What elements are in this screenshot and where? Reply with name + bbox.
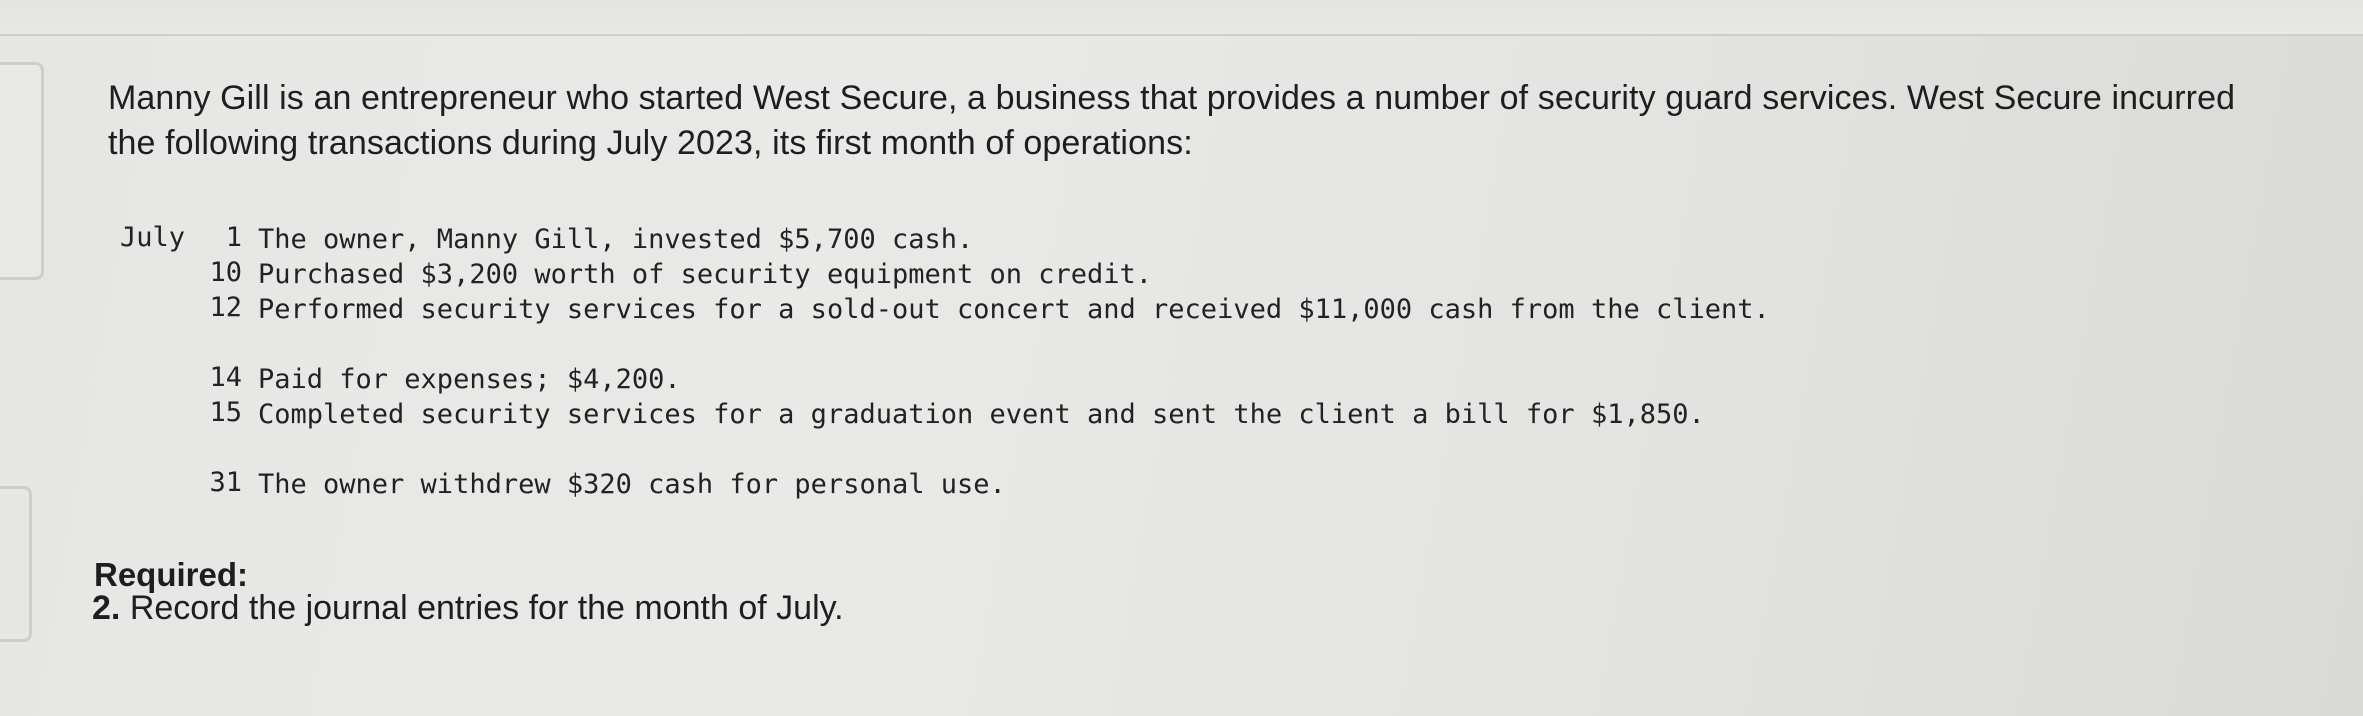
transaction-text: Paid for expenses; $4,200. xyxy=(258,364,681,395)
side-panel-edge-lower xyxy=(0,486,32,642)
transaction-day: 14 xyxy=(209,362,242,393)
transaction-day: 15 xyxy=(209,397,242,428)
transaction-text: Completed security services for a graduation event and sent the client a bill for $1,850. xyxy=(258,399,1705,430)
side-panel-edge xyxy=(0,62,44,280)
transaction-text: Performed security services for a sold-out concert and received $11,000 cash from the client. xyxy=(258,294,1770,325)
required-heading: Required: xyxy=(94,556,249,593)
transaction-text: The owner, Manny Gill, invested $5,700 cash. xyxy=(258,224,974,255)
transaction-month: July xyxy=(120,222,186,253)
transaction-day: 10 xyxy=(209,257,242,288)
transaction-text: Purchased $3,200 worth of security equipment on credit. xyxy=(258,259,1153,290)
problem-intro: Manny Gill is an entrepreneur who started West Secure, a business that provides a number of security guard services. West Secure incurred the following transactions during July 2023, its first month of operations: xyxy=(108,79,2236,162)
transaction-day: 31 xyxy=(209,467,242,498)
top-toolbar-strip xyxy=(0,0,2363,36)
task-text: Record the journal entries for the month of July. xyxy=(129,589,844,627)
task-instruction xyxy=(92,586,844,630)
transaction-day: 1 xyxy=(225,222,242,253)
transaction-day: 12 xyxy=(209,292,242,323)
task-number: 2. xyxy=(92,589,121,627)
transaction-text: The owner withdrew $320 cash for personal use. xyxy=(258,469,1006,500)
